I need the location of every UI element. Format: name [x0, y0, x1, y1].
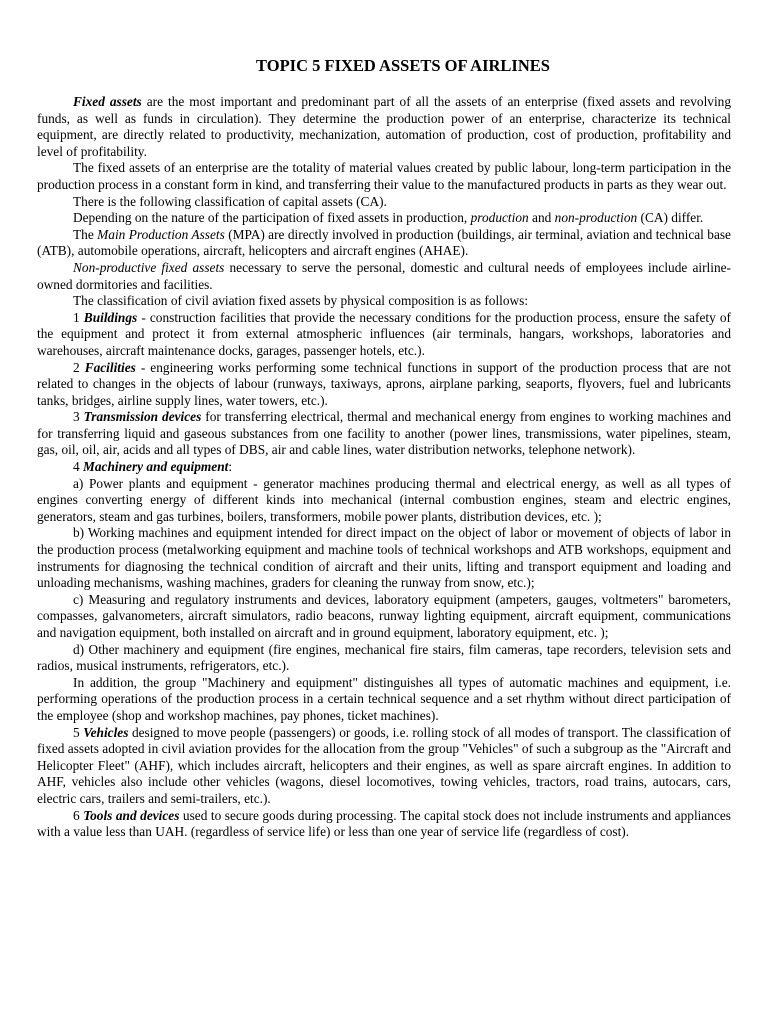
- term-machinery-and-equipment: Machinery and equipment: [83, 459, 229, 475]
- paragraph-totality: The fixed assets of an enterprise are the totality of material values created by public labour, long-term participation in the production process in a constant form in kind, and transferring their value to the manufactured products in parts as they wear out.: [37, 160, 731, 192]
- term-main-production-assets: Main Production Assets: [97, 226, 225, 242]
- list-item-transmission-devices: 3 Transmission devices for transferring electrical, thermal and mechanical energy from engines to working machines and for transferring liquid and gaseous substances from one facility to another (power lines, transmissions, water pipelines, steam, gas, oil, oil, air, acids and all types of DBS, air and cable lines, water distribution networks, telephone network).: [37, 409, 731, 458]
- list-item-tools-and-devices: 6 Tools and devices used to secure goods during processing. The capital stock does not include instruments and appliances with a value less than UAH. (regardless of service life) or less than one year of service life (regardless of cost).: [37, 807, 731, 840]
- sub-item-working-machines: b) Working machines and equipment intended for direct impact on the object of labor or movement of objects of labor in the production process (metalworking equipment and machine tools of technical workshops and ATB workshops, equipment and instruments for diagnosing the technical condition of aircraft and their units, lifting and transport equipment and loading and unloading mechanisms, washing machines, graders for cleaning the runway from snow, etc.);: [37, 525, 731, 591]
- paragraph-non-productive: Non-productive fixed assets necessary to serve the personal, domestic and cultural needs of employees include airline-owned dormitories and facilities.: [37, 259, 731, 292]
- sub-item-power-plants: a) Power plants and equipment - generator machines producing thermal and electrical energy, as well as all types of engines converting energy of different kinds into mechanical (internal combustion engines, steam and electric engines, generators, steam and gas turbines, boilers, transformers, mobile power plants, distribution devices, etc. );: [37, 475, 731, 524]
- term-buildings: Buildings: [83, 309, 138, 325]
- sub-item-measuring-instruments: c) Measuring and regulatory instruments and devices, laboratory equipment (ampeters, gauges, voltmeters" barometers, compasses, galvanometers, aircraft simulators, radio beacons, runway lighting equipment, aircraft equipment, communications and navigation equipment, both installed on aircraft and in ground equipment, laboratory equipment, etc. );: [37, 591, 731, 640]
- term-facilities: Facilities: [84, 359, 136, 375]
- paragraph-automatic-machines: In addition, the group "Machinery and equipment" distinguishes all types of automatic machines and equipment, i.e. performing operations of the production process in a certain technical sequence and a set rhythm without direct participation of the employee (shop and workshop machines, pay phones, ticket machines).: [37, 674, 731, 723]
- list-item-buildings: 1 Buildings - construction facilities that provide the necessary conditions for the production process, ensure the safety of the equipment and protect it from external atmospheric influences (air terminals, hangars, workshops, laboratories and warehouses, aircraft maintenance docks, garages, passenger hotels, etc.).: [37, 309, 731, 358]
- term-tools-and-devices: Tools and devices: [83, 807, 180, 823]
- page-title: TOPIC 5 FIXED ASSETS OF AIRLINES: [256, 56, 550, 75]
- term-transmission-devices: Transmission devices: [83, 409, 202, 425]
- sub-item-other-machinery: d) Other machinery and equipment (fire engines, mechanical fire stairs, film cameras, tape recorders, television sets and radios, musical instruments, refrigerators, etc.).: [37, 641, 731, 674]
- term-non-productive-fixed-assets: Non-productive fixed assets: [73, 259, 225, 275]
- list-item-facilities: 2 Facilities - engineering works performing some technical functions in support of the production process that are not related to changes in the objects of labour (runways, taxiways, aprons, airplane parking, seaports, flyovers, fuel and lubricants tanks, bridges, airline supply lines, water towers, etc.).: [37, 359, 731, 408]
- paragraph-fixed-assets-definition: [37, 94, 731, 160]
- paragraph-text: are the most important and predominant part of all the assets of an enterprise (fixed assets and revolving funds, as well as funds in circulation). They determine the production power of an enterprise, characterize its technical equipment, are directly related to productivity, mechanization, automation of production, cost of production, profitability and level of profitability.: [37, 94, 731, 159]
- document-page: [37, 55, 731, 841]
- paragraph-production-nonproduction: Depending on the nature of the participation of fixed assets in production, production and non-production (CA) differ.: [73, 210, 704, 226]
- list-item-machinery: 4 Machinery and equipment:: [73, 459, 233, 475]
- paragraph-main-production-assets: The Main Production Assets (MPA) are directly involved in production (buildings, air terminal, aviation and technical base (ATB), automobile operations, aircraft, helicopters and aircraft engines (AHAE).: [37, 226, 731, 259]
- paragraph-physical-composition-intro: The classification of civil aviation fixed assets by physical composition is as follows:: [73, 293, 529, 309]
- term-production: production: [470, 210, 529, 226]
- list-item-vehicles: 5 Vehicles designed to move people (passengers) or goods, i.e. rolling stock of all modes of transport. The classification of fixed assets adopted in civil aviation provides for the allocation from the group "Vehicles" of such a subgroup as the "Aircraft and Helicopter Fleet" (AHF), which includes aircraft, helicopters and their engines, as well as spare aircraft engines. In addition to AHF, vehicles also include other vehicles (wagons, diesel locomotives, towing vehicles, tractors, road trains, autocars, cars, electric cars, trailers and semi-trailers, etc.).: [37, 724, 732, 806]
- paragraph-classification-intro: There is the following classification of capital assets (CA).: [73, 193, 387, 209]
- term-vehicles: Vehicles: [83, 724, 129, 740]
- term-non-production: non-production: [554, 210, 638, 226]
- term-fixed-assets: Fixed assets: [73, 94, 142, 109]
